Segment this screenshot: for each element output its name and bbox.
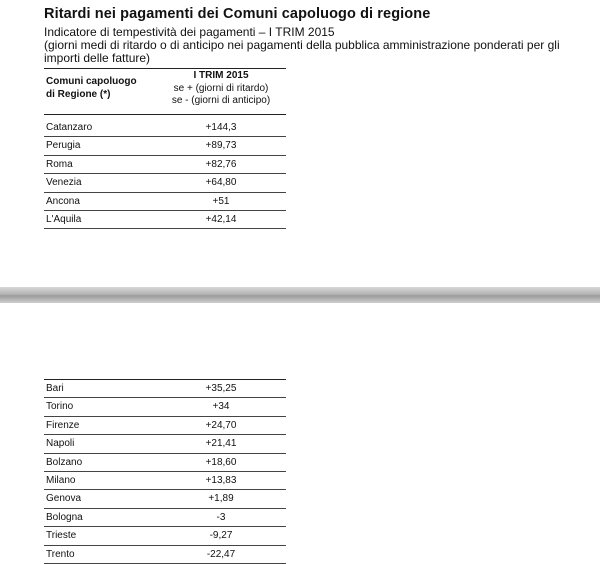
table-body — [44, 380, 286, 564]
table-row — [44, 398, 286, 416]
city-cell: Napoli — [46, 438, 75, 450]
header-value-line: I TRIM 2015 — [193, 70, 249, 81]
city-cell: Venezia — [46, 177, 82, 189]
value-cell: -9,27 — [209, 530, 233, 542]
table-row — [44, 380, 286, 398]
table-row — [44, 490, 286, 508]
document-title: Ritardi nei pagamenti dei Comuni capoluogo di regione — [44, 6, 431, 22]
city-cell: Firenze — [46, 419, 80, 431]
city-cell: Genova — [46, 493, 82, 505]
table-row — [44, 472, 286, 490]
city-cell: Ancona — [46, 195, 80, 207]
header-value-line: se - (giorni di anticipo) — [171, 95, 271, 106]
table-row — [44, 156, 286, 174]
page-break-separator — [0, 287, 600, 303]
table-header — [44, 69, 286, 115]
header-city-line: di Regione (*) — [46, 89, 111, 100]
value-cell: +42,14 — [205, 213, 237, 225]
value-cell: +51 — [212, 195, 230, 207]
value-cell: +21,41 — [205, 438, 237, 450]
value-cell: +35,25 — [205, 383, 237, 394]
header-value-column — [156, 70, 286, 108]
table-row — [44, 193, 286, 211]
city-cell: Catanzaro — [46, 122, 93, 133]
value-cell: +24,70 — [205, 419, 237, 431]
table-body — [44, 119, 286, 229]
value-cell: +1,89 — [208, 493, 234, 505]
city-cell: Torino — [46, 401, 74, 413]
city-cell: Bolzano — [46, 456, 83, 468]
city-cell: Bologna — [46, 511, 83, 523]
value-cell: +64,80 — [205, 177, 237, 189]
header-city-line: Comuni capoluogo — [46, 76, 137, 87]
value-cell: +34 — [212, 401, 230, 413]
table-row — [44, 119, 286, 137]
value-cell: -3 — [216, 511, 226, 523]
city-cell: Milano — [46, 474, 76, 486]
city-cell: Perugia — [46, 140, 81, 152]
value-cell: -22,47 — [206, 548, 236, 560]
table-row — [44, 454, 286, 472]
table-row — [44, 417, 286, 435]
table-row — [44, 174, 286, 192]
header-value-line: se + (giorni di ritardo) — [173, 82, 269, 94]
document-note: (giorni medi di ritardo o di anticipo nei pagamenti della pubblica amministrazione ponderati per gli importi delle fatture) — [44, 38, 560, 65]
table-row — [44, 527, 286, 545]
city-cell: Bari — [46, 383, 64, 394]
city-cell: Trieste — [46, 530, 77, 542]
document-subtitle: Indicatore di tempestività dei pagamenti – I TRIM 2015 — [44, 25, 335, 39]
city-cell: L'Aquila — [46, 213, 82, 225]
value-cell: +144,3 — [205, 122, 237, 133]
delay-table-bottom — [44, 379, 286, 564]
value-cell: +82,76 — [205, 158, 237, 170]
header-city-column — [46, 75, 137, 101]
value-cell: +18,60 — [205, 456, 237, 468]
value-cell: +89,73 — [205, 140, 237, 152]
value-cell: +13,83 — [205, 474, 237, 486]
city-cell: Trento — [46, 548, 75, 560]
delay-table-top — [44, 68, 286, 229]
table-row — [44, 137, 286, 155]
city-cell: Roma — [46, 158, 73, 170]
table-row — [44, 546, 286, 564]
table-row — [44, 509, 286, 527]
table-row — [44, 435, 286, 453]
table-row — [44, 211, 286, 229]
